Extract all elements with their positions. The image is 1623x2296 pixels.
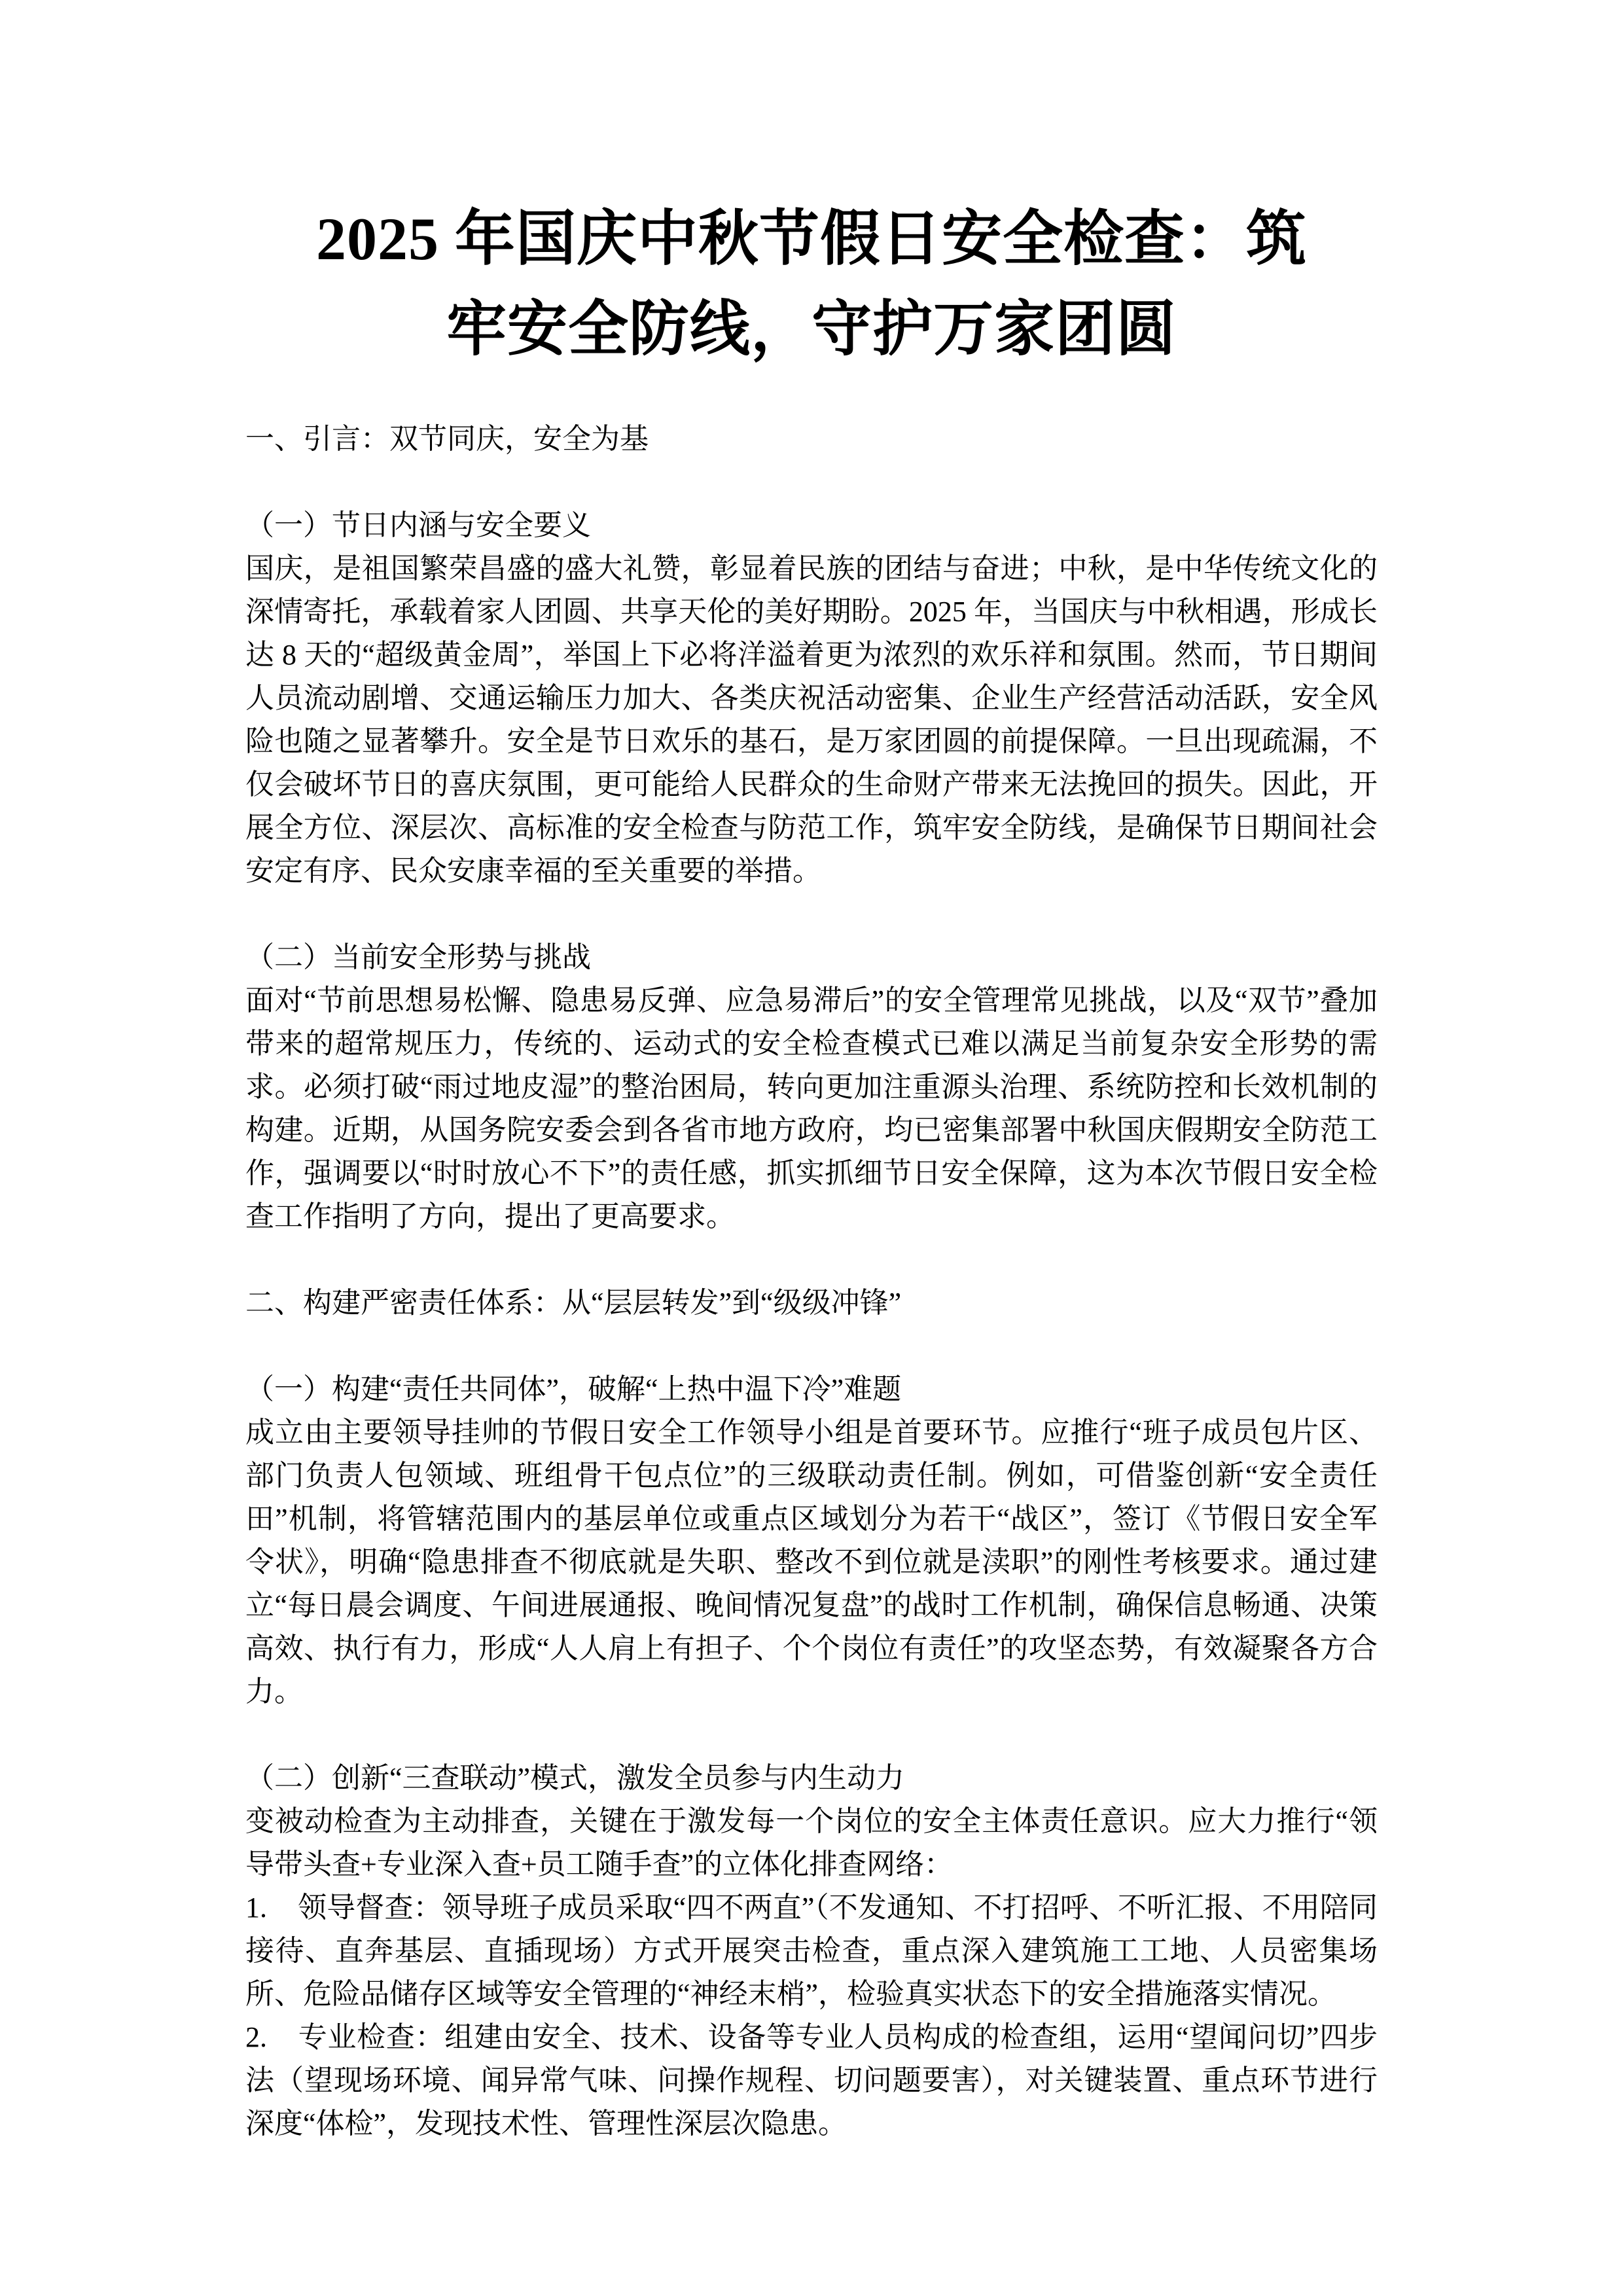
section-1-2-heading: （二）当前安全形势与挑战 — [245, 941, 591, 973]
section-2-heading: 二、构建严密责任体系：从“层层转发”到“级级冲锋” — [245, 1287, 902, 1319]
list-item-1-text: 领导督查：领导班子成员采取“四不两直”（不发通知、不打招呼、不听汇报、不用陪同接待、直奔基层、直插现场）方式开展突击检查，重点深入建筑施工工地、人员密集场所、危险品储存区域等安全管理的“神经末梢”，检验真实状态下的安全措施落实情况。 — [245, 1892, 1378, 2010]
list-item-1-number: 1. — [245, 1892, 267, 1924]
section-2-1-paragraph: 成立由主要领导挂帅的节假日安全工作领导小组是首要环节。应推行“班子成员包片区、部门负责人包领域、班组骨干包点位”的三级联动责任制。例如，可借鉴创新“安全责任田”机制，将管辖范围内的基层单位或重点区域划分为若干“战区”，签订《节假日安全军令状》，明确“隐患排查不彻底就是失职、整改不到位就是渎职”的刚性考核要求。通过建立“每日晨会调度、午间进展通报、晚间情况复盘”的战时工作机制，确保信息畅通、决策高效、执行有力，形成“人人肩上有担子、个个岗位有责任”的攻坚态势，有效凝聚各方合力。 — [245, 1416, 1378, 1708]
section-2-2-heading: （二）创新“三查联动”模式，激发全员参与内生动力 — [245, 1762, 905, 1794]
section-2-2-paragraph: 变被动检查为主动排查，关键在于激发每一个岗位的安全主体责任意识。应大力推行“领导带头查+专业深入查+员工随手查”的立体化排查网络： — [245, 1805, 1378, 1880]
section-1-1-heading: （一）节日内涵与安全要义 — [245, 509, 591, 541]
list-item-2 — [245, 2016, 1378, 2145]
section-1-heading: 一、引言：双节同庆，安全为基 — [245, 423, 649, 455]
document-title — [245, 194, 1378, 374]
document-title-line2: 牢安全防线，守护万家团圆 — [446, 296, 1177, 363]
section-1-2-paragraph: 面对“节前思想易松懈、隐患易反弹、应急易滞后”的安全管理常见挑战，以及“双节”叠加带来的超常规压力，传统的、运动式的安全检查模式已难以满足当前复杂安全形势的需求。必须打破“雨过地皮湿”的整治困局，转向更加注重源头治理、系统防控和长效机制的构建。近期，从国务院安委会到各省市地方政府，均已密集部署中秋国庆假期安全防范工作，强调要以“时时放心不下”的责任感，抓实抓细节日安全保障，这为本次节假日安全检查工作指明了方向，提出了更高要求。 — [245, 984, 1378, 1232]
list-item-1 — [245, 1886, 1378, 2016]
document-title-line1: 2025 年国庆中秋节假日安全检查：筑 — [315, 206, 1307, 272]
list-item-2-number: 2. — [245, 2021, 267, 2053]
list-item-2-text: 专业检查：组建由安全、技术、设备等专业人员构成的检查组，运用“望闻问切”四步法（望现场环境、闻异常气味、问操作规程、切问题要害），对关键装置、重点环节进行深度“体检”，发现技术性、管理性深层次隐患。 — [245, 2021, 1378, 2140]
section-1-1-paragraph: 国庆，是祖国繁荣昌盛的盛大礼赞，彰显着民族的团结与奋进；中秋，是中华传统文化的深情寄托，承载着家人团圆、共享天伦的美好期盼。2025 年，当国庆与中秋相遇，形成长达 8 天的“超级黄金周”，举国上下必将洋溢着更为浓烈的欢乐祥和氛围。然而，节日期间人员流动剧增、交通运输压力加大、各类庆祝活动密集、企业生产经营活动活跃，安全风险也随之显著攀升。安全是节日欢乐的基石，是万家团圆的前提保障。一旦出现疏漏，不仅会破坏节日的喜庆氛围，更可能给人民群众的生命财产带来无法挽回的损失。因此，开展全方位、深层次、高标准的安全检查与防范工作，筑牢安全防线，是确保节日期间社会安定有序、民众安康幸福的至关重要的举措。 — [245, 552, 1378, 887]
section-2-1-heading: （一）构建“责任共同体”，破解“上热中温下冷”难题 — [245, 1373, 902, 1405]
